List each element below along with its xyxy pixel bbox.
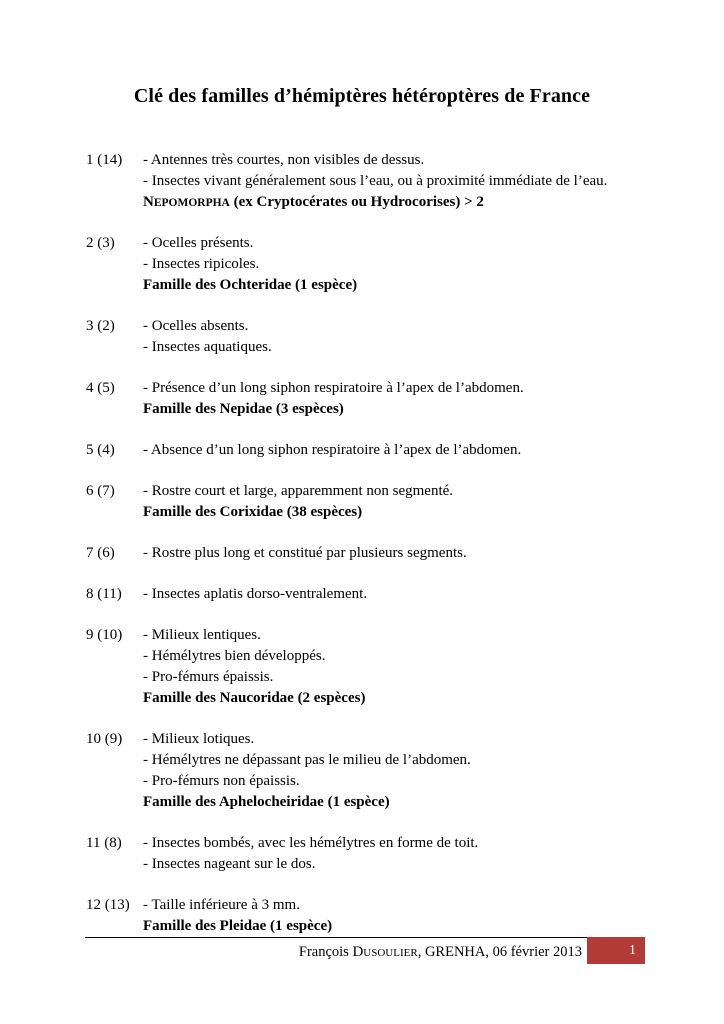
couplet-row xyxy=(86,792,686,813)
couplet-row xyxy=(86,543,686,564)
couplet-line: - Pro-fémurs non épaissis. xyxy=(143,773,300,789)
couplet-row xyxy=(86,667,686,688)
couplet-row xyxy=(86,337,686,358)
couplet-result: Famille des Pleidae (1 espèce) xyxy=(143,918,333,934)
couplet-line: - Rostre plus long et constitué par plusieurs segments. xyxy=(143,545,467,561)
couplet-line: - Ocelles présents. xyxy=(143,235,254,251)
couplet-2 xyxy=(86,233,686,296)
couplet-row xyxy=(86,316,686,337)
couplet-row xyxy=(86,854,686,875)
couplet-line: - Insectes bombés, avec les hémélytres en forme de toit. xyxy=(143,835,479,851)
couplet-result xyxy=(143,192,484,214)
identification-key xyxy=(86,150,686,957)
couplet-number: 10 (9) xyxy=(86,731,123,747)
result-initial: N xyxy=(143,194,154,210)
couplet-number: 2 (3) xyxy=(86,235,115,251)
couplet-10 xyxy=(86,729,686,813)
couplet-number: 9 (10) xyxy=(86,627,123,643)
couplet-row xyxy=(86,254,686,275)
couplet-line: - Absence d’un long siphon respiratoire à l’apex de l’abdomen. xyxy=(143,442,522,458)
couplet-9 xyxy=(86,625,686,709)
couplet-number: 6 (7) xyxy=(86,483,115,499)
couplet-line: - Insectes nageant sur le dos. xyxy=(143,856,316,872)
couplet-row xyxy=(86,833,686,854)
footer-author-first: François xyxy=(298,944,353,960)
couplet-row xyxy=(86,646,686,667)
couplet-1 xyxy=(86,150,686,213)
couplet-number: 4 (5) xyxy=(86,380,115,396)
couplet-row xyxy=(86,502,686,523)
couplet-row xyxy=(86,275,686,296)
couplet-12 xyxy=(86,895,686,937)
couplet-line: - Taille inférieure à 3 mm. xyxy=(143,897,300,913)
footer-divider xyxy=(85,937,645,938)
couplet-line: - Présence d’un long siphon respiratoire à l’apex de l’abdomen. xyxy=(143,380,524,396)
couplet-line: - Milieux lotiques. xyxy=(143,731,255,747)
couplet-line: - Insectes ripicoles. xyxy=(143,256,260,272)
couplet-line: - Insectes aquatiques. xyxy=(143,339,272,355)
couplet-4 xyxy=(86,378,686,420)
footer-author-smallcaps: USOULIER xyxy=(363,947,418,959)
couplet-line: - Milieux lentiques. xyxy=(143,627,261,643)
couplet-8 xyxy=(86,584,686,605)
couplet-line: - Ocelles absents. xyxy=(143,318,249,334)
couplet-row xyxy=(86,750,686,771)
couplet-number: 3 (2) xyxy=(86,318,115,334)
page-title: Clé des familles d’hémiptères hétéroptères de France xyxy=(133,85,591,107)
couplet-number: 7 (6) xyxy=(86,545,115,561)
couplet-number: 12 (13) xyxy=(86,897,130,913)
couplet-number: 8 (11) xyxy=(86,586,122,602)
footer-org-date: , GRENHA, 06 février 2013 xyxy=(417,944,582,960)
couplet-result: Famille des Nepidae (3 espèces) xyxy=(143,401,344,417)
couplet-row xyxy=(86,171,686,192)
result-smallcaps: EPOMORPHA xyxy=(153,197,230,209)
couplet-row xyxy=(86,399,686,420)
footer-author-initial: D xyxy=(352,944,364,960)
couplet-5 xyxy=(86,440,686,461)
footer-credit xyxy=(299,943,582,962)
couplet-result: Famille des Ochteridae (1 espèce) xyxy=(143,277,358,293)
couplet-row xyxy=(86,771,686,792)
couplet-number: 1 (14) xyxy=(86,152,123,168)
couplet-row xyxy=(86,729,686,750)
couplet-number: 11 (8) xyxy=(86,835,122,851)
couplet-line: - Hémélytres ne dépassant pas le milieu de l’abdomen. xyxy=(143,752,471,768)
couplet-3 xyxy=(86,316,686,358)
result-rest: (ex Cryptocérates ou Hydrocorises) > 2 xyxy=(229,194,484,210)
couplet-row xyxy=(86,378,686,399)
couplet-line: - Rostre court et large, apparemment non segmenté. xyxy=(143,483,454,499)
couplet-row xyxy=(86,440,686,461)
page-number: 1 xyxy=(587,937,645,964)
couplet-11 xyxy=(86,833,686,875)
couplet-row xyxy=(86,481,686,502)
couplet-result: Famille des Naucoridae (2 espèces) xyxy=(143,690,366,706)
couplet-line: - Insectes vivant généralement sous l’eau, ou à proximité immédiate de l’eau. xyxy=(143,173,608,189)
couplet-row xyxy=(86,233,686,254)
couplet-row xyxy=(86,192,686,213)
couplet-row xyxy=(86,916,686,937)
couplet-row xyxy=(86,150,686,171)
couplet-result: Famille des Aphelocheiridae (1 espèce) xyxy=(143,794,390,810)
couplet-line: - Pro-fémurs épaissis. xyxy=(143,669,274,685)
couplet-row xyxy=(86,895,686,916)
couplet-line: - Antennes très courtes, non visibles de dessus. xyxy=(143,152,425,168)
couplet-line: - Hémélytres bien développés. xyxy=(143,648,326,664)
couplet-number: 5 (4) xyxy=(86,442,115,458)
couplet-7 xyxy=(86,543,686,564)
couplet-6 xyxy=(86,481,686,523)
couplet-row xyxy=(86,625,686,646)
couplet-row xyxy=(86,584,686,605)
couplet-result: Famille des Corixidae (38 espèces) xyxy=(143,504,363,520)
couplet-row xyxy=(86,688,686,709)
couplet-line: - Insectes aplatis dorso-ventralement. xyxy=(143,586,368,602)
